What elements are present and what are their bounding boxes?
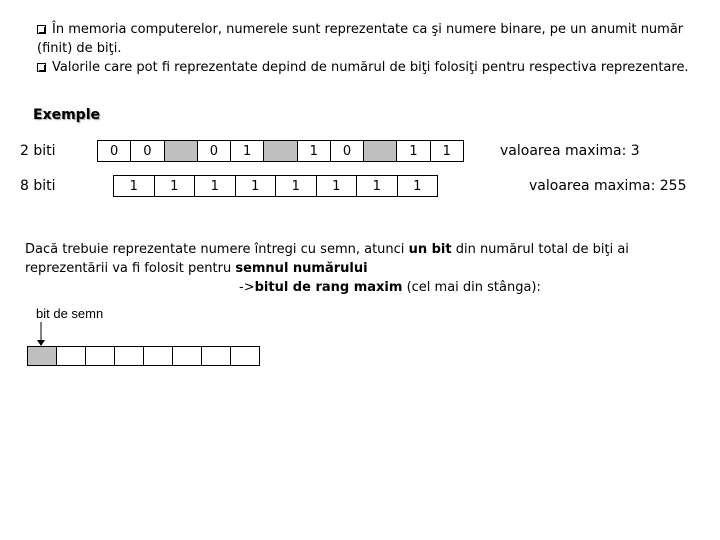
signed-line-2 — [25, 259, 715, 278]
bit-cell — [231, 347, 259, 365]
separator-cell — [165, 141, 198, 161]
signed-line-1 — [25, 240, 715, 259]
signed-bold-un-bit: un bit — [408, 242, 452, 257]
sign-bit-cell — [28, 347, 57, 365]
examples-heading: Exemple — [33, 107, 100, 123]
signed-text-part: -> — [239, 280, 255, 295]
signed-bold-semnul: semnul numărului — [235, 261, 368, 276]
separator-cell — [364, 141, 397, 161]
bit-cell — [144, 347, 173, 365]
signed-line-3 — [25, 278, 715, 297]
checkbox-bullet-icon — [37, 25, 46, 34]
bit-cell: 1 — [357, 176, 398, 196]
checkbox-bullet-icon — [37, 63, 46, 72]
separator-cell — [264, 141, 297, 161]
bit-cell — [57, 347, 86, 365]
bit-cell: 1 — [231, 141, 264, 161]
bit-cell: 1 — [114, 176, 155, 196]
signed-text-part: reprezentării va fi folosit pentru — [25, 261, 236, 276]
row-2bits-max: valoarea maxima: 3 — [500, 143, 640, 159]
intro-bullet-2 — [37, 58, 717, 77]
row-8bits-label: 8 biti — [20, 178, 56, 194]
sign-bit-label: bit de semn — [36, 306, 104, 321]
bits-2-grid — [97, 140, 464, 162]
sign-bit-grid — [27, 346, 260, 366]
bit-cell: 1 — [236, 176, 277, 196]
signed-text-part: din numărul total de biţi ai — [451, 242, 629, 257]
bits-8-grid — [113, 175, 438, 197]
bit-cell — [115, 347, 144, 365]
signed-text-part: (cel mai din stânga): — [402, 280, 541, 295]
bit-cell: 1 — [298, 141, 331, 161]
intro-bullet-1 — [37, 20, 717, 39]
bit-cell: 0 — [331, 141, 364, 161]
bit-cell: 0 — [131, 141, 164, 161]
intro-line-2: (finit) de biţi. — [37, 41, 122, 56]
bit-cell: 1 — [155, 176, 196, 196]
intro-line-3: Valorile care pot fi reprezentate depind de numărul de biţi folosiţi pentru respectiva reprezentare. — [52, 60, 689, 75]
bit-cell: 1 — [317, 176, 358, 196]
bit-cell: 1 — [276, 176, 317, 196]
bit-cell: 1 — [442, 143, 451, 159]
row-8bits-max: valoarea maxima: 255 — [529, 178, 687, 194]
bit-cell: 1 — [195, 176, 236, 196]
bit-cell: 1 — [413, 178, 422, 194]
bit-cell: 1 — [397, 141, 430, 161]
bit-cell: 0 — [198, 141, 231, 161]
signed-bold-rang-maxim: bitul de rang maxim — [254, 280, 403, 295]
row-2bits-label: 2 biti — [20, 143, 56, 159]
bit-cell — [173, 347, 202, 365]
signed-text-part: Dacă trebuie reprezentate numere întregi cu semn, atunci — [25, 242, 409, 257]
intro-line-1: În memoria computerelor, numerele sunt reprezentate ca şi numere binare, pe un anumit număr — [52, 22, 684, 37]
bit-cell — [86, 347, 115, 365]
bit-cell: 0 — [98, 141, 131, 161]
signed-text — [25, 240, 715, 297]
bit-cell — [202, 347, 231, 365]
intro-text — [37, 20, 717, 77]
